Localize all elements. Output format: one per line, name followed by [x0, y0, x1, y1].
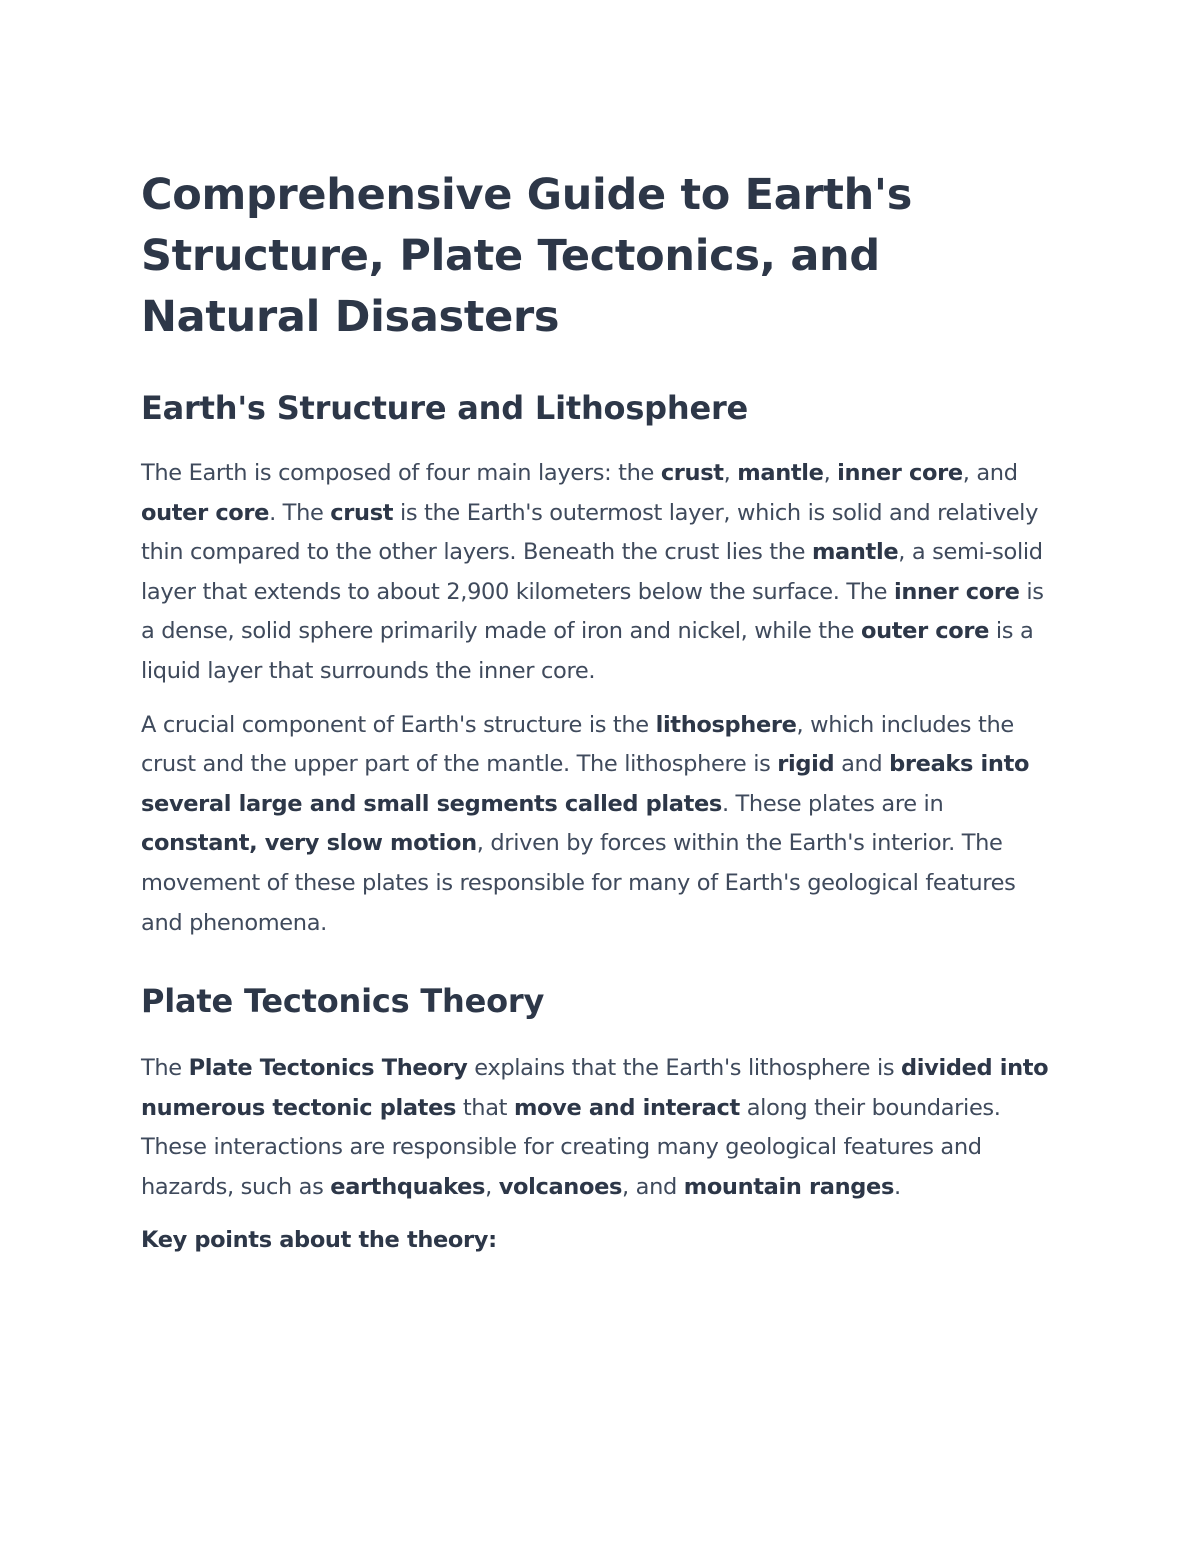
bold-term: volcanoes [498, 1173, 623, 1200]
paragraph-plate-tectonics: The Plate Tectonics Theory explains that the Earth's lithosphere is divided into numerous tectonic plates that move and interact along their boundaries. These interactions are responsible for creating many geological features and hazards, such as earthquakes, volcanoes, and mountain ranges. [141, 1055, 1049, 1200]
paragraph-earth-layers: The Earth is composed of four main layers: the crust, mantle, inner core, and outer core. The crust is the Earth's outermost layer, which is solid and relatively thin compared to the other layers. Beneath the crust lies the mantle, a semi-solid layer that extends to about 2,900 kilometers below the surface. The inner core is a dense, solid sphere primarily made of iron and nickel, while the outer core is a liquid layer that surrounds the inner core. [141, 460, 1044, 684]
bold-term: outer core [860, 618, 990, 645]
page-title: Comprehensive Guide to Earth's Structure, Plate Tectonics, and Natural Disasters [141, 170, 913, 342]
bold-term: mantle [811, 539, 899, 566]
bold-term: inner core [837, 460, 963, 486]
bold-term: outer core [141, 499, 270, 526]
bold-term: crust [660, 460, 724, 486]
bold-term: lithosphere [655, 711, 797, 738]
paragraph-lithosphere: A crucial component of Earth's structure is the lithosphere, which includes the crust and the upper part of the mantle. The lithosphere is rigid and breaks into several large and small segments called plates. These plates are in constant, very slow motion, driven by forces within the Earth's interior. The movement of these plates is responsible for many of Earth's geological features and phenomena. [141, 711, 1030, 936]
bold-term: move and interact [513, 1094, 740, 1121]
bold-term: mantle [737, 460, 824, 486]
bold-term: crust [330, 499, 394, 526]
document-page [141, 165, 1061, 1260]
bold-term: divided into numerous tectonic plates [141, 1055, 1049, 1121]
bold-term: mountain ranges [683, 1173, 894, 1200]
bold-term: Plate Tectonics Theory [188, 1055, 468, 1082]
bold-term: earthquakes [330, 1173, 486, 1200]
section-heading-plate-tectonics: Plate Tectonics Theory [141, 982, 545, 1021]
section-heading-earth-structure: Earth's Structure and Lithosphere [141, 389, 749, 427]
bold-term: rigid [777, 751, 835, 778]
key-points-label: Key points about the theory: [141, 1226, 497, 1253]
bold-term: inner core [893, 578, 1020, 605]
bold-term: breaks into several large and small segments called plates [141, 751, 1030, 817]
bold-term: constant, very slow motion [141, 830, 477, 857]
